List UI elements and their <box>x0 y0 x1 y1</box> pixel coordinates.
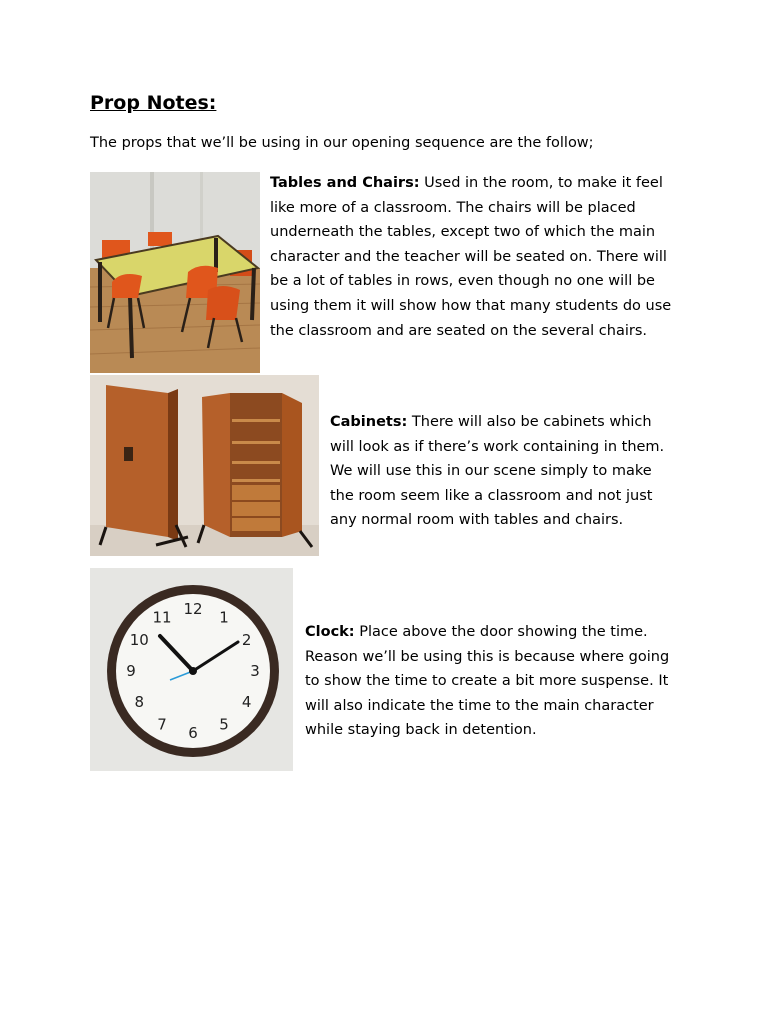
clock-numeral: 3 <box>250 662 260 680</box>
prop-cabinets <box>330 410 675 533</box>
clock-numeral: 6 <box>188 724 198 742</box>
clock-numeral: 2 <box>241 631 252 649</box>
prop-cabinets-label: Cabinets: <box>330 414 408 430</box>
clock-numeral: 7 <box>157 715 167 734</box>
tables-chairs-photo <box>90 172 260 373</box>
cabinets-photo <box>90 375 319 556</box>
prop-clock <box>305 620 680 743</box>
clock-numeral: 9 <box>126 662 136 680</box>
prop-clock-label: Clock: <box>305 624 355 640</box>
prop-clock-text: Place above the door showing the time. Reason we’ll be using this is because where going to show the time to create a bit more suspense. It will also indicate the time to the main character while staying back in detention. <box>305 624 670 739</box>
prop-tables-chairs-text: Used in the room, to make it feel like more of a classroom. The chairs will be placed underneath the tables, except two of which the main character and the teacher will be seated on. There will be a lot of tables in rows, even though no one will be using them it will show how that many students do use the classroom and are seated on the several chairs. <box>270 175 672 339</box>
prop-tables-chairs-label: Tables and Chairs: <box>270 175 420 191</box>
page-title: Prop Notes: <box>90 92 217 114</box>
intro-text: The props that we’ll be using in our opening sequence are the follow; <box>90 135 594 151</box>
prop-tables-chairs <box>270 171 680 343</box>
clock-numeral: 11 <box>152 608 172 627</box>
clock-numeral: 1 <box>219 608 229 627</box>
clock-numeral: 10 <box>129 631 149 649</box>
prop-cabinets-text: There will also be cabinets which will look as if there’s work containing in them. We will use this in our scene simply to make the room seem like a classroom and not just any normal room with tables and chairs. <box>330 414 665 529</box>
clock-numeral: 8 <box>134 693 145 711</box>
clock-numeral: 5 <box>219 715 229 734</box>
clock-numeral: 4 <box>241 693 252 711</box>
clock-numeral: 12 <box>183 600 203 618</box>
clock-photo <box>90 568 293 771</box>
